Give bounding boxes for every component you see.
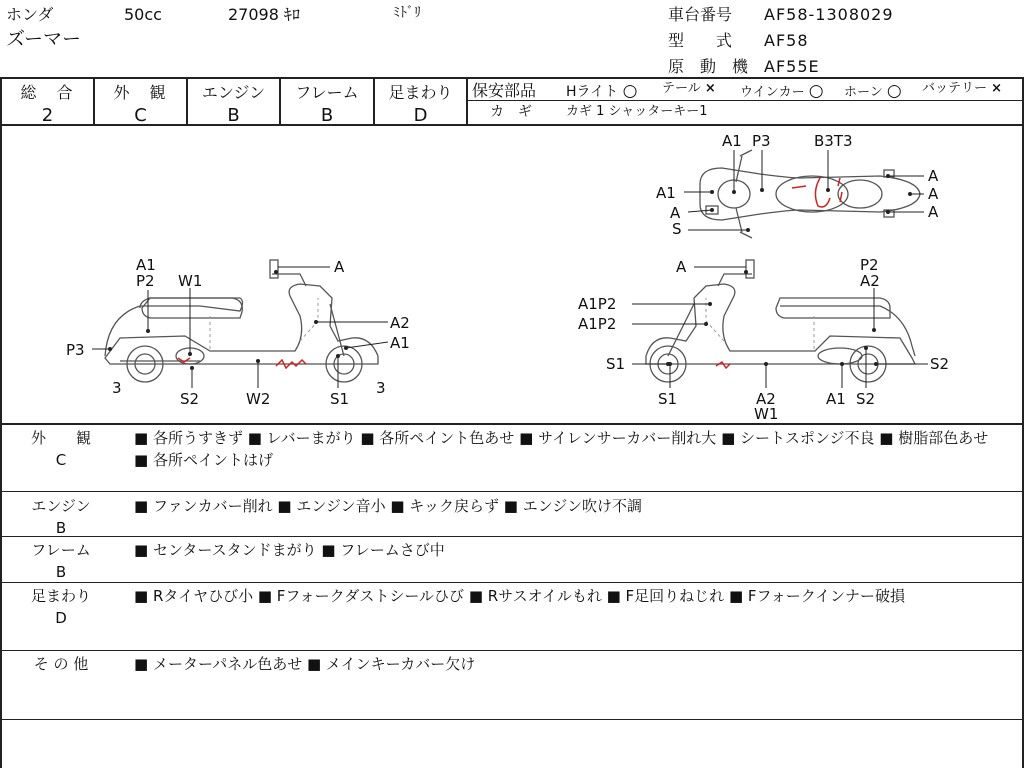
key-value: カギ 1 シャッターキー1 xyxy=(566,104,708,119)
diagram-label: S1 xyxy=(606,355,626,373)
divider xyxy=(0,582,1024,583)
remark-text-frame: ■ センタースタンドまがり ■ フレームさび中 xyxy=(134,541,445,559)
diagram-label: S1 xyxy=(330,390,350,408)
diagram-label: A1 xyxy=(826,390,846,408)
cross-mark-icon: × xyxy=(704,81,716,96)
remark-label: 外 観 xyxy=(30,429,91,447)
grade-value: B xyxy=(227,105,240,126)
diagram-label: P3 xyxy=(66,341,85,359)
remark-text-engine: ■ ファンカバー削れ ■ エンジン音小 ■ キック戻らず ■ エンジン吹け不調 xyxy=(134,497,642,515)
diagram-label: P2 xyxy=(136,272,155,290)
remark-category-exterior xyxy=(6,427,116,471)
divider xyxy=(0,491,1024,492)
circle-mark-icon: ○ xyxy=(808,81,824,101)
grade-value: C xyxy=(134,105,147,126)
diagram-label: A xyxy=(670,204,681,222)
grade-label: 総 合 xyxy=(20,83,75,102)
divider xyxy=(0,77,1024,79)
grade-label: 外 観 xyxy=(113,83,168,102)
diagram-label: A1 xyxy=(722,132,742,150)
diagram-label: W1 xyxy=(178,272,203,290)
remark-label: フレーム xyxy=(31,541,91,559)
diagram-label: P2 xyxy=(860,256,879,274)
damage-diagram xyxy=(0,126,1024,424)
diagram-label: P3 xyxy=(752,132,771,150)
frame-no-label: 車台番号 xyxy=(668,5,733,24)
diagram-label: A xyxy=(676,258,687,276)
diagram-label: W1 xyxy=(754,405,779,423)
circle-mark-icon: ○ xyxy=(886,81,902,101)
cross-mark-icon: × xyxy=(991,81,1003,96)
remark-grade: B xyxy=(55,563,67,581)
remark-grade: B xyxy=(55,519,67,537)
mileage: 27098 ｷﾛ xyxy=(228,5,300,24)
grade-overall xyxy=(2,80,93,126)
diagram-label: S2 xyxy=(856,390,876,408)
diagram-label: 3 xyxy=(376,379,386,397)
divider xyxy=(0,423,1024,425)
remark-text-exterior: ■ 各所うすきず ■ レバーまがり ■ 各所ペイント色あせ ■ サイレンサーカバー削れ大 ■ シートスポンジ不良 ■ 樹脂部色あせ ■ 各所ペイントはげ xyxy=(134,429,989,469)
diagram-label: A1 xyxy=(136,256,156,274)
diagram-label: A xyxy=(928,185,939,203)
remark-label: 足まわり xyxy=(30,587,91,605)
safety-item-battery xyxy=(922,81,1002,97)
grade-exterior xyxy=(95,80,186,126)
diagram-label: A xyxy=(928,167,939,185)
remark-label: エンジン xyxy=(31,497,91,515)
safety-item-name: Hライト xyxy=(566,84,619,100)
grade-value: B xyxy=(320,105,334,126)
grade-suspension xyxy=(375,80,466,126)
grade-label: フレーム xyxy=(295,83,359,102)
remark-text-suspension: ■ Rタイヤひび小 ■ Fフォークダストシールひび ■ Rサスオイルもれ ■ F足回りねじれ ■ Fフォークインナー破損 xyxy=(134,587,906,605)
diagram-label: A1P2 xyxy=(578,315,617,333)
vehicle-color: ﾐﾄﾞﾘ xyxy=(393,5,421,21)
remark-grade: D xyxy=(55,609,67,627)
diagram-label: A1 xyxy=(390,334,410,352)
divider xyxy=(0,719,1024,720)
diagram-label: B3T3 xyxy=(814,132,853,150)
type-value: AF58 xyxy=(764,31,809,50)
divider xyxy=(0,536,1024,537)
divider xyxy=(0,650,1024,651)
engine-label: 原 動 機 xyxy=(668,57,749,76)
grade-value: D xyxy=(413,105,428,126)
diagram-label: A xyxy=(334,258,345,276)
maker: ホンダ xyxy=(6,5,54,24)
diagram-label: W2 xyxy=(246,390,271,408)
safety-item-name: バッテリー xyxy=(922,81,988,96)
diagram-label: S1 xyxy=(658,390,678,408)
engine-value: AF55E xyxy=(764,57,820,76)
remark-text-other: ■ メーターパネル色あせ ■ メインキーカバー欠け xyxy=(134,655,476,673)
key-label: カ ギ xyxy=(490,104,532,120)
grade-engine xyxy=(188,80,279,126)
remark-label: そ の 他 xyxy=(33,655,89,673)
diagram-label: S2 xyxy=(930,355,950,373)
displacement: 50cc xyxy=(124,5,162,24)
diagram-label: A2 xyxy=(390,314,410,332)
model-name: ズーマー xyxy=(6,28,82,50)
grade-label: エンジン xyxy=(201,83,266,102)
diagram-label: A2 xyxy=(860,272,880,290)
diagram-label: A xyxy=(928,203,939,221)
grade-value: 2 xyxy=(41,105,54,126)
frame-no: AF58-1308029 xyxy=(764,5,894,24)
diagram-label: A1P2 xyxy=(578,295,617,313)
remark-grade: C xyxy=(55,451,67,469)
remark-category-engine xyxy=(6,495,116,539)
safety-item-name: テール xyxy=(662,81,701,96)
top-view-scooter xyxy=(700,150,920,238)
grade-label: 足まわり xyxy=(388,83,453,102)
circle-mark-icon: ○ xyxy=(622,81,638,101)
remark-category-frame xyxy=(6,539,116,583)
diagram-label: S xyxy=(672,220,682,238)
diagram-label: A2 xyxy=(756,390,776,408)
safety-item-horn xyxy=(844,81,902,101)
safety-label: 保安部品 xyxy=(472,81,537,100)
remark-category-suspension xyxy=(6,585,116,629)
divider xyxy=(466,77,468,125)
diagram-label: S2 xyxy=(180,390,200,408)
type-label: 型 式 xyxy=(668,31,733,50)
safety-item-name: ホーン xyxy=(844,85,883,100)
safety-item-winker xyxy=(740,81,824,101)
remark-category-other xyxy=(6,653,116,675)
safety-item-headlight xyxy=(566,81,637,101)
grade-frame xyxy=(281,80,373,126)
diagram-label: A1 xyxy=(656,184,676,202)
diagram-label: 3 xyxy=(112,379,122,397)
safety-item-name: ウインカー xyxy=(740,85,805,100)
safety-item-tail xyxy=(662,81,716,97)
